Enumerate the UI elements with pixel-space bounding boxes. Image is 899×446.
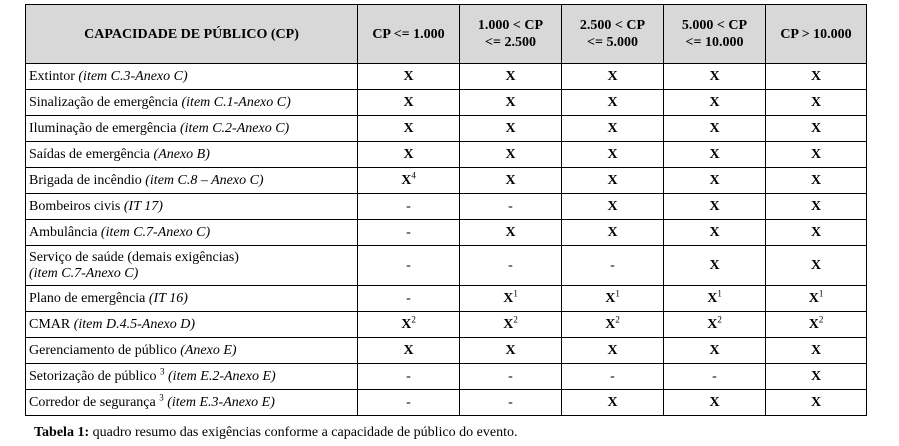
required-mark: X (709, 224, 720, 240)
not-required-mark: - (712, 368, 717, 384)
requirement-mark-cell (358, 312, 460, 338)
requirement-reference: (Anexo B) (153, 146, 210, 162)
table-row (26, 338, 867, 364)
table-row (26, 312, 867, 338)
header-line: 1.000 < CP (477, 18, 544, 33)
required-mark: X (607, 120, 618, 136)
required-mark: X (709, 172, 720, 188)
requirement-name: Bombeiros civis (29, 198, 124, 214)
requirement-mark-cell (664, 90, 766, 116)
requirement-mark-cell (460, 90, 562, 116)
footnote-mark: 2 (717, 313, 722, 324)
table-row (26, 64, 867, 90)
requirement-reference: (IT 16) (148, 290, 188, 306)
header-cp-1000-2500 (460, 5, 562, 64)
required-mark: X (605, 316, 616, 332)
footnote-mark: 1 (513, 287, 518, 298)
footnote-mark: 2 (411, 313, 416, 324)
required-mark: X (707, 290, 718, 306)
required-mark: X (403, 120, 414, 136)
table-row (26, 194, 867, 220)
requirement-mark-cell (562, 286, 664, 312)
header-line: <= 5.000 (587, 35, 638, 50)
requirement-mark-cell (766, 168, 867, 194)
table-body (26, 64, 867, 416)
footnote-mark: 1 (717, 287, 722, 298)
requirement-mark-cell (460, 286, 562, 312)
requirement-label-cell (26, 64, 358, 90)
requirement-mark-cell (766, 220, 867, 246)
requirement-mark-cell (664, 220, 766, 246)
requirement-mark-cell (562, 64, 664, 90)
required-mark: X (401, 316, 412, 332)
required-mark: X (607, 394, 618, 410)
required-mark: X (505, 342, 516, 358)
footnote-mark: 1 (818, 287, 824, 298)
requirement-mark-cell (766, 194, 867, 220)
footnote-mark: 1 (615, 287, 620, 298)
requirement-mark-cell (460, 246, 562, 286)
requirement-name: Sinalização de emergência (29, 94, 182, 110)
header-cp-over-10000: CP > 10.000 (766, 5, 867, 64)
required-mark: X (401, 172, 412, 188)
requirement-mark-cell (358, 168, 460, 194)
requirement-reference: (item D.4.5-Anexo D) (73, 316, 196, 332)
requirement-mark-cell (460, 338, 562, 364)
table-row (26, 390, 867, 416)
requirement-mark-cell (358, 90, 460, 116)
required-mark: X (503, 316, 514, 332)
required-mark: X (709, 68, 720, 84)
required-mark: X (810, 342, 822, 358)
requirement-reference: (Anexo E) (180, 342, 237, 358)
requirement-mark-cell (562, 90, 664, 116)
table-caption (34, 425, 518, 441)
required-mark: X (607, 342, 618, 358)
required-mark: X (505, 172, 516, 188)
requirement-reference: (item C.1-Anexo C) (181, 94, 291, 110)
requirement-mark-cell (460, 220, 562, 246)
requirement-name: Gerenciamento de público (29, 342, 181, 358)
required-mark: X (505, 146, 516, 162)
requirement-mark-cell (460, 64, 562, 90)
required-mark: X (505, 68, 516, 84)
requirement-mark-cell (664, 194, 766, 220)
requirement-label-cell (26, 364, 358, 390)
requirement-mark-cell (358, 338, 460, 364)
requirement-mark-cell (664, 168, 766, 194)
requirement-name: Plano de emergência (29, 290, 149, 306)
required-mark: X (403, 68, 414, 84)
required-mark: X (709, 198, 720, 214)
required-mark: X (810, 120, 822, 136)
required-mark: X (403, 342, 414, 358)
requirement-name: Setorização de público (29, 368, 161, 384)
table-row (26, 220, 867, 246)
requirement-label-cell (26, 194, 358, 220)
requirement-mark-cell (664, 338, 766, 364)
caption-label: Tabela 1: (34, 425, 90, 440)
requirement-mark-cell (562, 220, 664, 246)
required-mark: X (808, 316, 819, 332)
required-mark: X (607, 146, 618, 162)
footnote-mark: 2 (513, 313, 518, 324)
required-mark: X (607, 68, 618, 84)
header-line: <= 10.000 (685, 35, 744, 50)
header-row (26, 5, 867, 64)
table-row (26, 286, 867, 312)
not-required-mark: - (406, 224, 411, 240)
requirement-name: CMAR (29, 316, 74, 332)
requirement-reference: (item C.3-Anexo C) (78, 68, 188, 84)
table-row (26, 246, 867, 286)
requirement-mark-cell (460, 194, 562, 220)
requirement-mark-cell (766, 312, 867, 338)
footnote-mark: 2 (818, 313, 824, 324)
requirement-label-cell (26, 142, 358, 168)
requirement-mark-cell (664, 390, 766, 416)
requirement-mark-cell (358, 142, 460, 168)
requirement-mark-cell (664, 246, 766, 286)
not-required-mark: - (406, 198, 411, 214)
caption-text: quadro resumo das exigências conforme a capacidade de público do evento. (89, 425, 518, 440)
required-mark: X (810, 394, 822, 410)
requirement-mark-cell (766, 142, 867, 168)
requirement-mark-cell (562, 338, 664, 364)
required-mark: X (505, 224, 516, 240)
requirement-mark-cell (460, 312, 562, 338)
requirement-label-cell (26, 246, 358, 286)
not-required-mark: - (508, 368, 513, 384)
table-row (26, 168, 867, 194)
requirement-footnote-mark: 3 (160, 365, 165, 376)
requirement-label-cell (26, 90, 358, 116)
header-cp-2500-5000 (562, 5, 664, 64)
required-mark: X (810, 198, 822, 214)
required-mark: X (505, 94, 516, 110)
requirement-mark-cell (460, 116, 562, 142)
requirements-table (25, 4, 867, 416)
requirement-mark-cell (460, 142, 562, 168)
required-mark: X (505, 120, 516, 136)
required-mark: X (607, 172, 618, 188)
requirement-reference: (IT 17) (123, 198, 163, 214)
requirement-mark-cell (358, 220, 460, 246)
requirement-name: Saídas de emergência (29, 146, 154, 162)
requirement-mark-cell (358, 64, 460, 90)
requirement-mark-cell (562, 312, 664, 338)
requirement-mark-cell (358, 194, 460, 220)
required-mark: X (709, 342, 720, 358)
requirement-mark-cell (664, 64, 766, 90)
requirement-mark-cell (664, 142, 766, 168)
requirement-label-cell (26, 390, 358, 416)
requirement-mark-cell (766, 90, 867, 116)
requirement-footnote-mark: 3 (159, 391, 164, 402)
requirement-mark-cell (766, 246, 867, 286)
not-required-mark: - (610, 257, 615, 273)
requirement-mark-cell (766, 116, 867, 142)
not-required-mark: - (610, 368, 615, 384)
requirement-mark-cell (664, 364, 766, 390)
required-mark: X (810, 368, 822, 384)
required-mark: X (605, 290, 616, 306)
requirement-name: Serviço de saúde (demais exigências) (29, 249, 239, 265)
requirement-mark-cell (562, 116, 664, 142)
required-mark: X (709, 94, 720, 110)
requirement-mark-cell (766, 338, 867, 364)
required-mark: X (709, 146, 720, 162)
not-required-mark: - (508, 257, 513, 273)
requirement-mark-cell (358, 246, 460, 286)
footnote-mark: 2 (615, 313, 620, 324)
not-required-mark: - (406, 257, 411, 273)
requirement-mark-cell (562, 364, 664, 390)
header-line: 5.000 < CP (681, 18, 748, 33)
header-line: <= 2.500 (485, 35, 536, 50)
required-mark: X (810, 146, 822, 162)
required-mark: X (607, 94, 618, 110)
not-required-mark: - (508, 394, 513, 410)
requirement-name: Corredor de segurança (29, 394, 160, 410)
not-required-mark: - (508, 198, 513, 214)
header-line: 2.500 < CP (579, 18, 646, 33)
requirement-mark-cell (460, 390, 562, 416)
required-mark: X (707, 316, 718, 332)
table-row (26, 364, 867, 390)
header-capacity: CAPACIDADE DE PÚBLICO (CP) (26, 5, 358, 64)
requirement-label-cell (26, 312, 358, 338)
requirement-mark-cell (766, 390, 867, 416)
requirement-mark-cell (664, 116, 766, 142)
required-mark: X (403, 94, 414, 110)
requirement-mark-cell (562, 246, 664, 286)
header-cp-up-to-1000: CP <= 1.000 (358, 5, 460, 64)
requirement-reference: (item C.2-Anexo C) (179, 120, 290, 136)
requirement-mark-cell (766, 64, 867, 90)
required-mark: X (810, 68, 822, 84)
requirement-mark-cell (562, 194, 664, 220)
table-row (26, 90, 867, 116)
requirement-mark-cell (766, 364, 867, 390)
required-mark: X (607, 224, 618, 240)
requirement-mark-cell (460, 168, 562, 194)
requirement-name: Brigada de incêndio (29, 172, 146, 188)
requirement-mark-cell (562, 142, 664, 168)
required-mark: X (810, 224, 822, 240)
required-mark: X (709, 257, 720, 273)
requirement-mark-cell (766, 286, 867, 312)
requirement-mark-cell (562, 390, 664, 416)
required-mark: X (403, 146, 414, 162)
requirement-label-cell (26, 220, 358, 246)
not-required-mark: - (406, 368, 411, 384)
requirement-mark-cell (460, 364, 562, 390)
requirement-name: Extintor (29, 68, 79, 84)
not-required-mark: - (406, 290, 411, 306)
not-required-mark: - (406, 394, 411, 410)
required-mark: X (709, 120, 720, 136)
required-mark: X (810, 94, 822, 110)
requirement-label-cell (26, 168, 358, 194)
requirement-label-cell (26, 286, 358, 312)
requirement-reference: (item C.7-Anexo C) (100, 224, 211, 240)
requirement-mark-cell (664, 312, 766, 338)
requirement-name: Ambulância (29, 224, 101, 240)
requirement-label-cell (26, 116, 358, 142)
required-mark: X (503, 290, 514, 306)
requirement-reference: (item C.8 – Anexo C) (145, 172, 264, 188)
requirement-mark-cell (358, 286, 460, 312)
requirement-mark-cell (562, 168, 664, 194)
requirement-mark-cell (358, 364, 460, 390)
table-row (26, 142, 867, 168)
footnote-mark: 4 (411, 169, 416, 180)
requirement-reference: (item E.2-Anexo E) (164, 368, 276, 384)
requirement-mark-cell (664, 286, 766, 312)
requirement-reference: (item C.7-Anexo C) (29, 265, 139, 281)
table-header (26, 5, 867, 64)
required-mark: X (709, 394, 720, 410)
requirement-reference: (item E.3-Anexo E) (163, 394, 275, 410)
table-row (26, 116, 867, 142)
header-cp-5000-10000 (664, 5, 766, 64)
required-mark: X (607, 198, 618, 214)
required-mark: X (810, 172, 822, 188)
requirement-mark-cell (358, 116, 460, 142)
requirement-label-cell (26, 338, 358, 364)
required-mark: X (810, 257, 822, 273)
required-mark: X (808, 290, 819, 306)
requirement-mark-cell (358, 390, 460, 416)
requirement-name: Iluminação de emergência (29, 120, 180, 136)
